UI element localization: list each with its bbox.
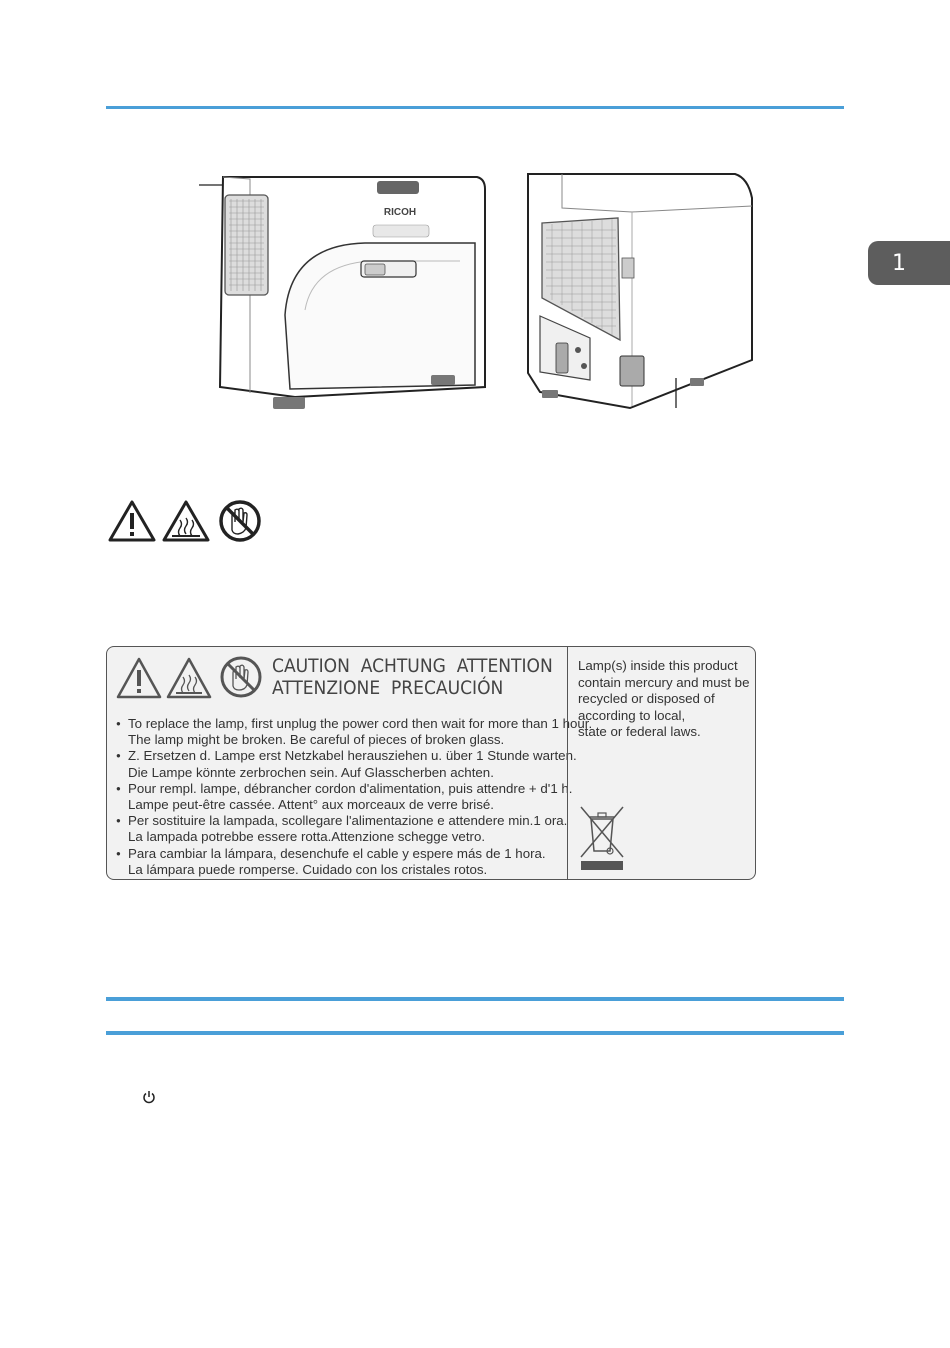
label-warning-symbols (116, 655, 266, 703)
chapter-number: 1 (892, 250, 906, 276)
warning-triangle-icon (110, 502, 154, 540)
instruction-line: ● Z. Ersetzen d. Lampe erst Netzkabel herausziehen u. über 1 Stunde warten. (116, 748, 592, 764)
caution-label (106, 646, 756, 880)
hot-surface-icon (164, 502, 208, 540)
instruction-line: La lampada potrebbe essere rotta.Attenzione schegge vetro. (128, 829, 486, 845)
mercury-notice-line: Lamp(s) inside this product (578, 658, 738, 673)
caution-instructions (116, 716, 592, 878)
mercury-notice-line: according to local, (578, 707, 686, 723)
caution-label-main (107, 647, 593, 879)
mercury-notice (578, 658, 749, 741)
instruction-line: Lampe peut-être cassée. Attent° aux morceaux de verre brisé. (128, 797, 495, 813)
projector-rear-illustration (520, 168, 760, 413)
chapter-tab (868, 241, 950, 285)
instruction-line: ● Para cambiar la lámpara, desenchufe el cable y espere más de 1 hora. (116, 846, 592, 862)
instruction-line: Die Lampe könnte zerbrochen sein. Auf Glasscherben achten. (128, 764, 494, 780)
section-rule-top (106, 997, 844, 1001)
projector-brand: RICOH (383, 207, 417, 218)
instruction-line: La lámpara puede romperse. Cuidado con los cristales rotos. (128, 861, 488, 877)
warning-symbols (108, 498, 268, 546)
warning-triangle-icon (118, 659, 160, 697)
mercury-notice-panel (567, 647, 757, 879)
mercury-notice-line: recycled or disposed of (578, 691, 715, 706)
caution-label-title (272, 655, 553, 699)
do-not-touch-icon (221, 502, 259, 540)
mercury-notice-line: contain mercury and must be (578, 674, 750, 690)
do-not-touch-icon (222, 658, 260, 696)
caution-title-line-1: CAUTION ACHTUNG ATTENTION (272, 655, 553, 677)
instruction-line: The lamp might be broken. Be careful of pieces of broken glass. (128, 732, 505, 748)
header-rule (106, 106, 844, 109)
instruction-line: ● Pour rempl. lampe, débrancher cordon d'alimentation, puis attendre + d'1 h. (116, 781, 592, 797)
caution-title-line-2: ATTENZIONE PRECAUCIÓN (272, 677, 504, 699)
instruction-line: ● Per sostituire la lampada, scollegare l'alimentazione e attendere min.1 ora. (116, 813, 592, 829)
power-icon (142, 1090, 156, 1104)
instruction-line: ● To replace the lamp, first unplug the power cord then wait for more than 1 hour. (116, 716, 592, 732)
projector-front-illustration (195, 165, 495, 415)
hot-surface-icon (168, 659, 210, 697)
weee-crossed-bin-icon (577, 801, 627, 873)
section-rule-bottom (106, 1031, 844, 1035)
mercury-notice-line: state or federal laws. (578, 724, 701, 739)
